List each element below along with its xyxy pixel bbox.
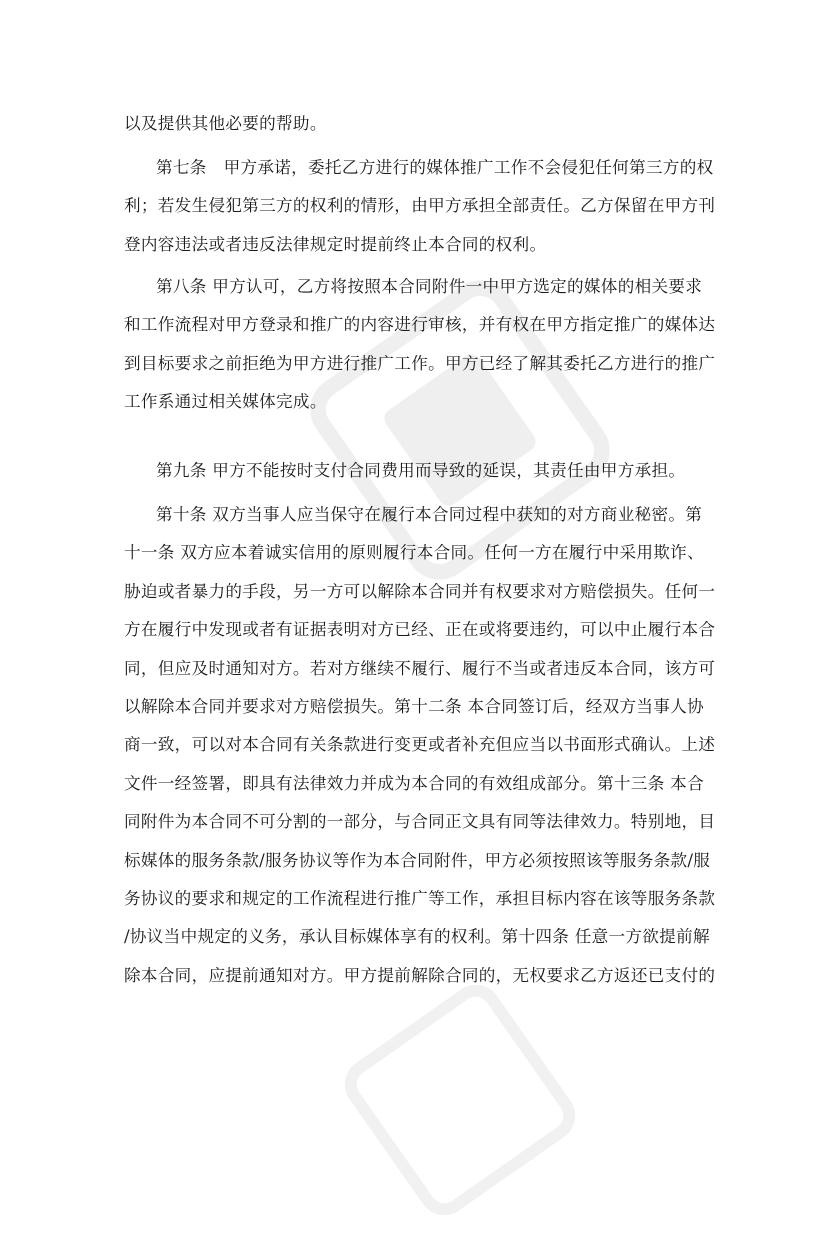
text-line: 同，但应及时通知对方。若对方继续不履行、履行不当或者违反本合同，该方可 [124,658,716,678]
text-line: 务协议的要求和规定的工作流程进行推广等工作，承担目标内容在该等服务条款 [124,888,716,908]
text-line: 十一条 双方应本着诚实信用的原则履行本合同。任何一方在履行中采用欺诈、 [124,543,704,563]
article-7 [124,149,716,264]
text-line: 同附件为本合同不可分割的一部分，与合同正文具有同等法律效力。特别地，目 [124,812,716,832]
text-line: 工作系通过相关媒体完成。 [124,392,327,412]
text-line: 除本合同，应提前通知对方。甲方提前解除合同的，无权要求乙方返还已支付的 [124,965,716,985]
text-line: 第七条 甲方承诺，委托乙方进行的媒体推广工作不会侵犯任何第三方的权 [156,158,714,177]
text-line: 第九条 甲方不能按时支付合同费用而导致的延误，其责任由甲方承担。 [156,461,686,480]
text-line: 利；若发生侵犯第三方的权利的情形，由甲方承担全部责任。乙方保留在甲方刊 [124,196,716,216]
text-line: 以解除本合同并要求对方赔偿损失。第十二条 本合同签订后，经双方当事人协 [124,696,704,716]
text-line: 以及提供其他必要的帮助。 [124,114,327,133]
text-line: 第十条 双方当事人应当保守在履行本合同过程中获知的对方商业秘密。第 [156,505,703,524]
text-line: 标媒体的服务条款/服务协议等作为本合同附件，甲方必须按照该等服务条款/服 [124,850,711,870]
article-9 [124,452,710,490]
text-line: 登内容违法或者违反法律规定时提前终止本合同的权利。 [124,234,547,254]
text-line: 商一致，可以对本合同有关条款进行变更或者补充但应当以书面形式确认。上述 [124,735,716,755]
text-line: 胁迫或者暴力的手段，另一方可以解除本合同并有权要求对方赔偿损失。任何一 [124,581,716,601]
text-line: 和工作流程对甲方登录和推广的内容进行审核，并有权在甲方指定推广的媒体达 [124,315,716,335]
text-line: 文件一经签署，即具有法律效力并成为本合同的有效组成部分。第十三条 本合 [124,773,704,793]
text-line: 第八条 甲方认可，乙方将按照本合同附件一中甲方选定的媒体的相关要求 [156,277,703,296]
text-line: /协议当中规定的义务，承认目标媒体享有的权利。第十四条 任意一方欲提前解 [124,927,710,947]
article-10-14 [124,496,716,995]
article-8 [124,268,716,422]
text-line: 方在履行中发现或者有证据表明对方已经、正在或将要违约，可以中止履行本合 [124,620,716,640]
paragraph-continued [124,105,710,143]
text-line: 到目标要求之前拒绝为甲方进行推广工作。甲方已经了解其委托乙方进行的推广 [124,353,716,373]
